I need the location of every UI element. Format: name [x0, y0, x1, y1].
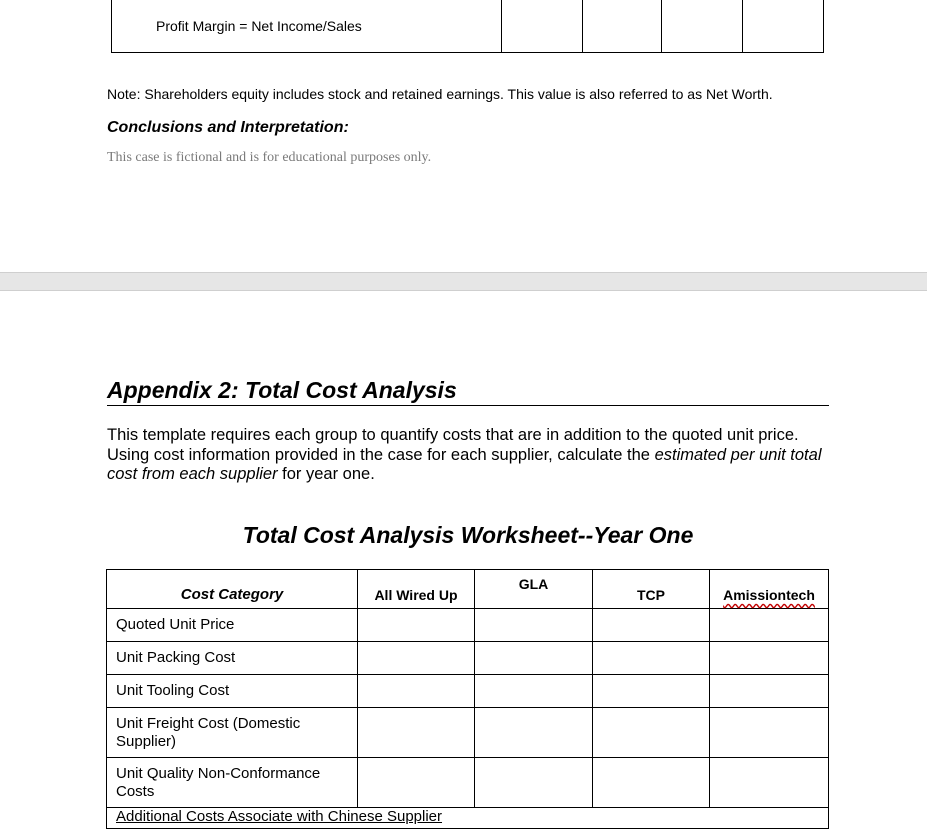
- worksheet-title: Total Cost Analysis Worksheet--Year One: [242, 522, 694, 548]
- cost-worksheet-table: [106, 569, 829, 829]
- header-amissiontech: [710, 570, 829, 609]
- row-label-quoted-unit-price: Quoted Unit Price: [107, 609, 358, 642]
- table-cell[interactable]: [710, 758, 829, 808]
- table-row: [107, 808, 829, 829]
- table-cell[interactable]: [358, 708, 475, 758]
- intro-text: This template requires each group to quantify costs that are in addition to the quoted unit price. Using cost information provided in the case for each supplier, calculate the: [107, 426, 799, 464]
- table-cell[interactable]: [662, 0, 743, 53]
- table-cell[interactable]: [710, 642, 829, 675]
- appendix-intro: [107, 426, 829, 485]
- table-cell[interactable]: [710, 609, 829, 642]
- additional-costs-label: Additional Costs Associate with Chinese Supplier: [116, 808, 443, 825]
- table-cell[interactable]: [475, 609, 593, 642]
- table-cell[interactable]: [358, 642, 475, 675]
- row-label-unit-freight-cost: Unit Freight Cost (Domestic Supplier): [107, 708, 358, 758]
- intro-suffix: for year one.: [277, 465, 375, 483]
- table-row: [107, 758, 829, 808]
- table-cell[interactable]: [593, 675, 710, 708]
- table-cell[interactable]: [475, 642, 593, 675]
- row-label-unit-packing-cost: Unit Packing Cost: [107, 642, 358, 675]
- table-row: [107, 642, 829, 675]
- table-cell[interactable]: [358, 758, 475, 808]
- header-amissiontech-label: Amissiontech: [723, 587, 815, 603]
- table-cell[interactable]: [475, 758, 593, 808]
- header-gla: GLA: [475, 570, 593, 609]
- table-cell[interactable]: [501, 0, 582, 53]
- intro-emphasis: estimated per unit total cost from each supplier: [107, 445, 822, 483]
- table-cell[interactable]: [358, 609, 475, 642]
- table-cell[interactable]: [582, 0, 662, 53]
- page-break: [0, 272, 927, 291]
- table-cell[interactable]: [710, 675, 829, 708]
- appendix-title: Appendix 2: Total Cost Analysis: [107, 377, 829, 406]
- table-cell[interactable]: [475, 675, 593, 708]
- row-label-quality-non-conformance: Unit Quality Non-Conformance Costs: [107, 758, 358, 808]
- profit-margin-label: Profit Margin = Net Income/Sales: [112, 0, 502, 53]
- table-row: [107, 708, 829, 758]
- table-cell[interactable]: [475, 708, 593, 758]
- additional-costs-row: [107, 808, 829, 829]
- table-cell[interactable]: [710, 708, 829, 758]
- ratio-table-fragment: [111, 0, 824, 53]
- disclaimer-text[interactable]: This case is fictional and is for educational purposes only.: [107, 150, 432, 165]
- equity-note: Note: Shareholders equity includes stock and retained earnings. This value is also referred to as Net Worth.: [107, 86, 773, 102]
- table-row: [107, 675, 829, 708]
- table-row: [112, 0, 824, 53]
- table-cell[interactable]: [593, 642, 710, 675]
- row-label-unit-tooling-cost: Unit Tooling Cost: [107, 675, 358, 708]
- table-cell[interactable]: [358, 675, 475, 708]
- conclusions-heading: Conclusions and Interpretation:: [107, 119, 349, 136]
- table-cell[interactable]: [593, 609, 710, 642]
- header-row: [107, 570, 829, 609]
- header-tcp: TCP: [593, 570, 710, 609]
- table-row: [107, 609, 829, 642]
- header-all-wired-up: All Wired Up: [358, 570, 475, 609]
- header-cost-category: Cost Category: [107, 570, 358, 609]
- table-cell[interactable]: [593, 708, 710, 758]
- table-cell[interactable]: [743, 0, 824, 53]
- table-cell[interactable]: [593, 758, 710, 808]
